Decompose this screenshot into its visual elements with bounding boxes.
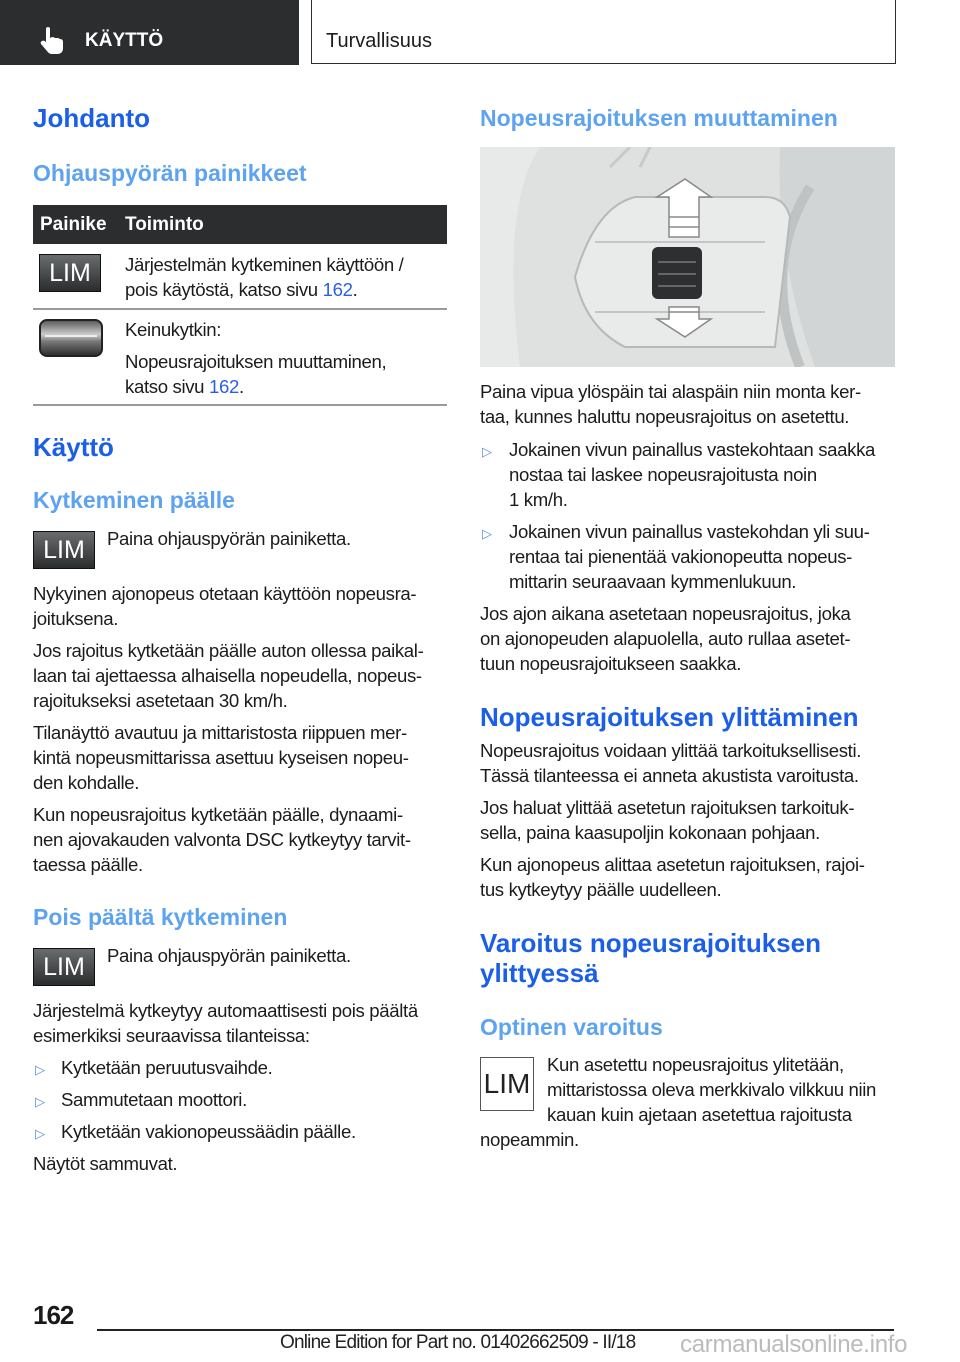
paragraph: Järjestelmä kytkeytyy automaattisesti pois päältä esimerkiksi seuraavissa tilanteissa:: [33, 1000, 418, 1046]
bullet-list: [33, 1055, 356, 1151]
paragraph: Jos haluat ylittää asetetun rajoituksen tarkoituk- sella, paina kaasupoljin kokonaan pohjaan.: [480, 797, 855, 843]
period: .: [352, 279, 358, 300]
section-tab: [0, 0, 299, 65]
triangle-bullet-icon: ▷: [35, 1126, 45, 1141]
list-item: [33, 1119, 356, 1151]
paragraph: Nopeusrajoitus voidaan ylittää tarkoituksellisesti. Tässä tilanteessa ei anneta akustista varoitusta.: [480, 740, 862, 786]
lim-button-icon: LIM: [39, 254, 101, 292]
column-header-function: Toiminto: [125, 214, 204, 235]
paragraph: nopeammin.: [480, 1129, 579, 1150]
row-description: Nopeusrajoituksen muuttaminen, katso sivu: [125, 351, 387, 397]
heading-switch-off: Pois päältä kytkeminen: [33, 904, 288, 930]
heading-buttons: Ohjauspyörän painikkeet: [33, 160, 307, 186]
triangle-bullet-icon: ▷: [482, 444, 492, 459]
rocker-switch-icon: [39, 318, 103, 358]
divider: [33, 404, 447, 406]
list-item: [480, 519, 869, 594]
paragraph: Kun asetettu nopeusrajoitus ylitetään, mittaristossa oleva merkkivalo vilkkuu niin kauan kuin ajetaan asetettua rajoitusta: [547, 1054, 877, 1125]
row-description: Järjestelmän kytkeminen käyttöön / pois käytöstä, katso sivu: [125, 254, 404, 300]
page-number: 162: [33, 1300, 74, 1330]
row-text: [125, 349, 386, 399]
paragraph: Nykyinen ajonopeus otetaan käyttöön nopeusra- joituksena.: [33, 583, 417, 629]
lim-button-icon: LIM: [33, 531, 95, 569]
triangle-bullet-icon: ▷: [35, 1062, 45, 1077]
watermark: carmanualsonline.info: [680, 1331, 908, 1358]
list-item: [33, 1055, 356, 1087]
paragraph: Kun nopeusrajoitus kytketään päälle, dynaami- nen ajovakauden valvonta DSC kytkeytyy tarvit- taessa päälle.: [33, 804, 411, 875]
chapter-title: Turvallisuus: [326, 30, 432, 52]
list-item-text: Kytketään peruutusvaihde.: [61, 1057, 273, 1078]
paragraph: Tilanäyttö avautuu ja mittaristosta riippuen mer- kintä nopeusmittarissa asettuu kyseisen nopeu- den kohdalle.: [33, 722, 409, 793]
steering-wheel-illustration: [480, 147, 895, 367]
paragraph: Jos rajoitus kytketään päälle auton ollessa paikal- laan tai ajettaessa alhaisella nopeudella, nopeus- rajoitukseksi asetetaan 30 km/h.: [33, 640, 424, 711]
paragraph: Paina vipua ylöspäin tai alaspäin niin monta ker- taa, kunnes haluttu nopeusrajoitus on asetettu.: [480, 381, 861, 427]
table-header: [33, 205, 447, 244]
list-item-text: Kytketään vakionopeussäädin päälle.: [61, 1121, 356, 1142]
paragraph: Paina ohjauspyörän painiketta.: [107, 945, 351, 966]
page-link[interactable]: 162: [209, 376, 239, 397]
row-title: Keinukytkin:: [125, 319, 222, 340]
heading-exceed: Nopeusrajoituksen ylittäminen: [480, 702, 859, 732]
page-link[interactable]: 162: [322, 279, 353, 300]
heading-use: Käyttö: [33, 432, 114, 462]
paragraph: Jos ajon aikana asetetaan nopeusrajoitus, joka on ajonopeuden alapuolella, auto rullaa asetet- tuun nopeusrajoitukseen saakka.: [480, 603, 851, 674]
triangle-bullet-icon: ▷: [482, 526, 492, 541]
table-row: [33, 309, 447, 405]
heading-switch-on: Kytkeminen päälle: [33, 487, 235, 513]
section-title: KÄYTTÖ: [85, 30, 164, 51]
heading-optical-warning: Optinen varoitus: [480, 1014, 663, 1040]
row-text: [125, 252, 404, 302]
list-item-text: Sammutetaan moottori.: [61, 1089, 247, 1110]
list-item-text: Jokainen vivun painallus vastekohtaan saakka nostaa tai laskee nopeusrajoitusta noin 1 km/h.: [509, 439, 876, 510]
lim-button-icon: LIM: [33, 948, 95, 986]
hand-pointer-icon: [40, 26, 66, 54]
triangle-bullet-icon: ▷: [35, 1094, 45, 1109]
column-header-button: Painike: [40, 214, 107, 235]
edition-text: Online Edition for Part no. 01402662509 - II/18: [280, 1332, 636, 1353]
list-item: [33, 1087, 356, 1119]
heading-change: Nopeusrajoituksen muuttaminen: [480, 105, 838, 131]
paragraph: Paina ohjauspyörän painiketta.: [107, 528, 351, 549]
heading-warning: Varoitus nopeusrajoituksen ylittyessä: [480, 928, 821, 988]
heading-intro: Johdanto: [33, 103, 150, 133]
period: .: [238, 376, 244, 397]
lim-indicator-icon: LIM: [480, 1057, 534, 1111]
list-item: [480, 437, 875, 512]
chapter-tab: [311, 0, 896, 64]
paragraph: Kun ajonopeus alittaa asetetun rajoituksen, rajoi- tus kytkeytyy päälle uudelleen.: [480, 854, 865, 900]
table-row: [33, 244, 447, 309]
list-item-text: Jokainen vivun painallus vastekohdan yli suu- rentaa tai pienentää vakionopeutta nopeus- mittarin seuraavaan kymmenlukuun.: [509, 521, 870, 592]
paragraph: Näytöt sammuvat.: [33, 1153, 178, 1174]
